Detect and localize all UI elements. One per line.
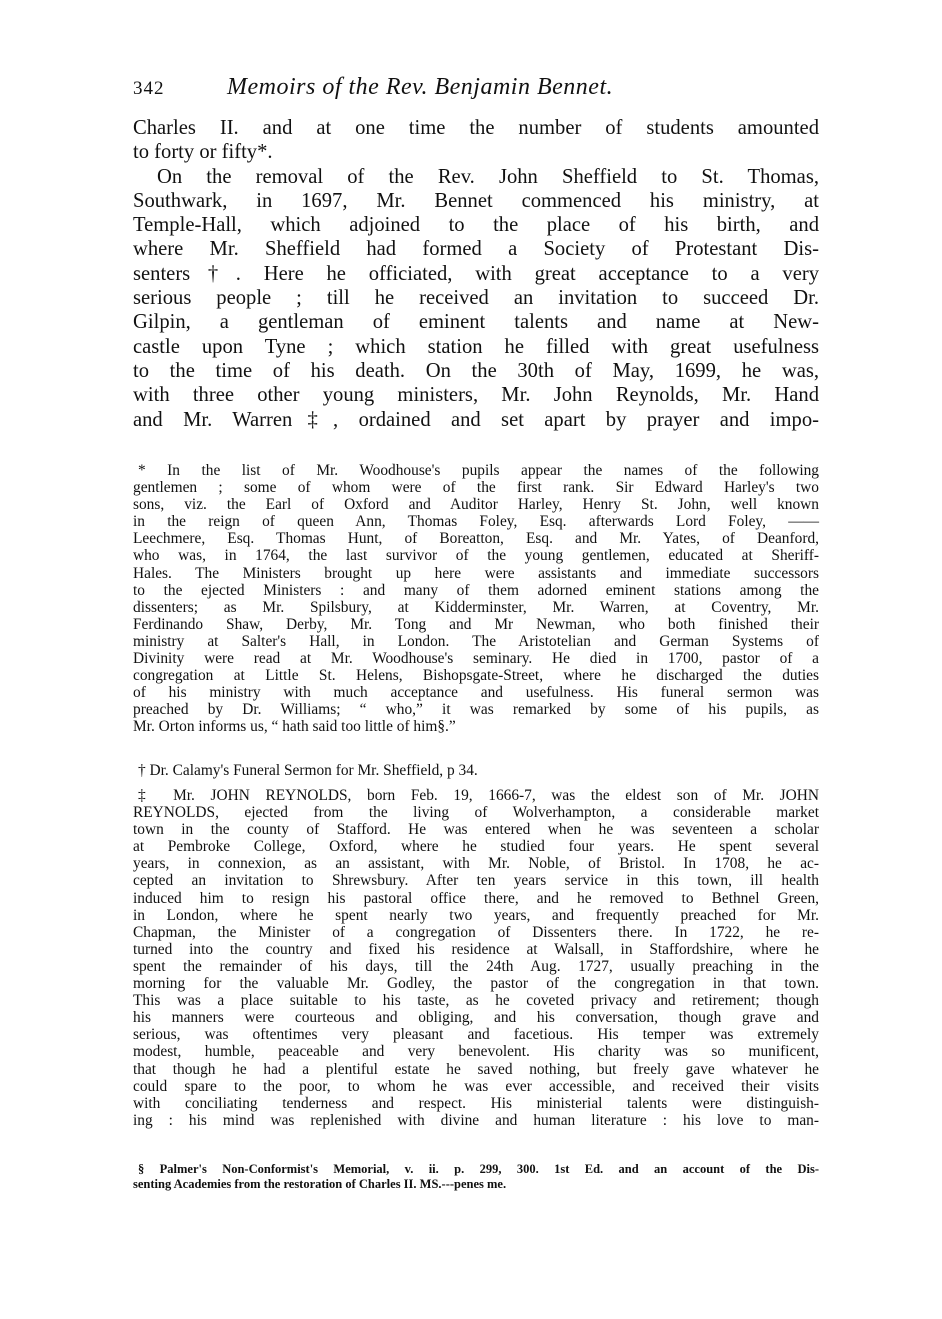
footnote-line: Divinity were read at Mr. Woodhouse's seminary. He died in 1700, pastor of a <box>133 650 819 668</box>
text-line: to the time of his death. On the 30th of May, 1699, he was, <box>133 359 819 382</box>
footnote-line: of his ministry with much acceptance and usefulness. His funeral sermon was <box>133 684 819 702</box>
text-line: to forty or fifty*. <box>133 141 273 164</box>
footnote-line: Hales. The Ministers brought up here were assistants and immediate successors <box>133 564 819 582</box>
footnote-line: who was, in 1764, the last survivor of the young gentlemen, educated at Sheriff- <box>133 547 819 565</box>
footnote-line: ministry at Salter's Hall, in London. The Aristotelian and German Systems of <box>133 632 819 650</box>
footnote-line: in the reign of queen Ann, Thomas Foley, Esq. afterwards Lord Foley, —— <box>133 513 819 531</box>
footnote-line: † Dr. Calamy's Funeral Sermon for Mr. Sheffield, p 34. <box>138 762 478 779</box>
text-line: serious people ; till he received an invitation to succeed Dr. <box>133 287 819 310</box>
text-line: where Mr. Sheffield had formed a Society of Protestant Dis- <box>133 238 819 261</box>
footnote-line: Mr. Orton informs us, “ hath said too little of him§.” <box>133 718 456 736</box>
footnote-line: congregation at Little St. Helens, Bishopsgate-Street, where he discharged the duties <box>133 667 819 685</box>
footnote-line: could spare to the poor, to whom he was ever accessible, and received their visits <box>133 1077 819 1095</box>
footnote-line: Leechmere, Esq. Thomas Hunt, of Boreatton, Esq. and Mr. Yates, of Deanford, <box>133 530 819 548</box>
footnote-line: modest, humble, peaceable and very benevolent. His charity was so munificent, <box>133 1043 819 1061</box>
text-line: Southwark, in 1697, Mr. Bennet commenced his ministry, at <box>133 189 819 212</box>
footnote-line: that though he had a plentiful estate he saved nothing, but freely gave whatever he <box>133 1060 819 1078</box>
footnote-dagger <box>133 762 819 779</box>
text-line: castle upon Tyne ; which station he filled with great usefulness <box>133 335 819 358</box>
footnote-line: morning for the valuable Mr. Godley, the pastor of the congregation in that town. <box>133 975 819 993</box>
footnote-line: his manners were courteous and obliging, and his conversation, though grave and <box>133 1009 819 1027</box>
footnote-line: preached by Dr. Williams; “ who,” it was remarked by some of his pupils, as <box>133 701 819 719</box>
page-number: 342 <box>133 78 165 99</box>
text-line: Gilpin, a gentleman of eminent talents and name at New- <box>133 311 819 334</box>
footnote-line: Chapman, the Minister of a congregation of Dissenters there. In 1722, he re- <box>133 923 819 941</box>
footnote-section <box>133 1162 819 1192</box>
footnote-line: * In the list of Mr. Woodhouse's pupils appear the names of the following <box>138 462 819 479</box>
text-line: Temple-Hall, which adjoined to the place of his birth, and <box>133 214 819 237</box>
footnote-line: cepted an invitation to Shrewsbury. After ten years service in this town, ill health <box>133 872 819 890</box>
footnote-line: This was a place suitable to his taste, as he coveted privacy and retirement; though <box>133 992 819 1010</box>
footnote-line: ‡ Mr. JOHN REYNOLDS, born Feb. 19, 1666-7, was the eldest son of Mr. JOHN <box>138 787 819 804</box>
footnote-line: gentlemen ; some of whom were of the first rank. Sir Edward Harley's two <box>133 479 819 497</box>
footnote-star <box>133 462 819 736</box>
text-line: and Mr. Warren‡, ordained and set apart by prayer and impo- <box>133 408 819 431</box>
footnote-line: with conciliating tenderness and respect. His ministerial talents were distinguish- <box>133 1094 819 1112</box>
footnote-line: town in the county of Stafford. He was entered when he was seventeen a scholar <box>133 821 819 839</box>
footnote-line: in London, where he spent nearly two years, and frequently preached for Mr. <box>133 906 819 924</box>
footnote-line: years, in connexion, as an assistant, with Mr. Noble, of Bristol. In 1708, he ac- <box>133 855 819 873</box>
footnote-line: senting Academies from the restoration of Charles II. MS.---penes me. <box>133 1177 507 1191</box>
footnote-double-dagger <box>133 787 819 1129</box>
text-line: Charles II. and at one time the number of students amounted <box>133 117 819 139</box>
text-line: senters†. Here he officiated, with great acceptance to a very <box>133 262 819 285</box>
main-text <box>133 116 819 432</box>
footnote-line: at Pembroke College, Oxford, where he studied four years. He spent several <box>133 838 819 856</box>
text-line: On the removal of the Rev. John Sheffield to St. Thomas, <box>157 165 819 188</box>
footnote-line: ing : his mind was replenished with divine and human literature : his love to man- <box>133 1111 819 1129</box>
footnote-line: dissenters; as Mr. Spilsbury, at Kidderminster, Mr. Warren, at Coventry, Mr. <box>133 598 819 616</box>
footnote-line: § Palmer's Non-Conformist's Memorial, v. ii. p. 299, 300. 1st Ed. and an account of the Dis- <box>138 1162 819 1176</box>
footnote-line: to the ejected Ministers : and many of them adorned eminent stations among the <box>133 581 819 599</box>
text-line: with three other young ministers, Mr. John Reynolds, Mr. Hand <box>133 384 819 407</box>
footnote-line: sons, viz. the Earl of Oxford and Auditor Harley, Henry St. John, well known <box>133 496 819 514</box>
footnote-line: induced him to resign his pastoral office there, and he removed to Bethnel Green, <box>133 889 819 907</box>
footnote-line: serious, was oftentimes very pleasant and facetious. His temper was extremely <box>133 1026 819 1044</box>
page-header <box>133 74 821 104</box>
footnote-line: spent the remainder of his days, till the 24th Aug. 1727, usually preaching in the <box>133 957 819 975</box>
running-title: Memoirs of the Rev. Benjamin Bennet. <box>227 74 614 100</box>
footnote-line: Ferdinando Shaw, Derby, Mr. Tong and Mr Newman, who both finished their <box>133 615 819 633</box>
footnote-line: turned into the country and fixed his residence at Walsall, in Staffordshire, where he <box>133 940 819 958</box>
footnote-line: REYNOLDS, ejected from the living of Wolverhampton, a considerable market <box>133 804 819 822</box>
